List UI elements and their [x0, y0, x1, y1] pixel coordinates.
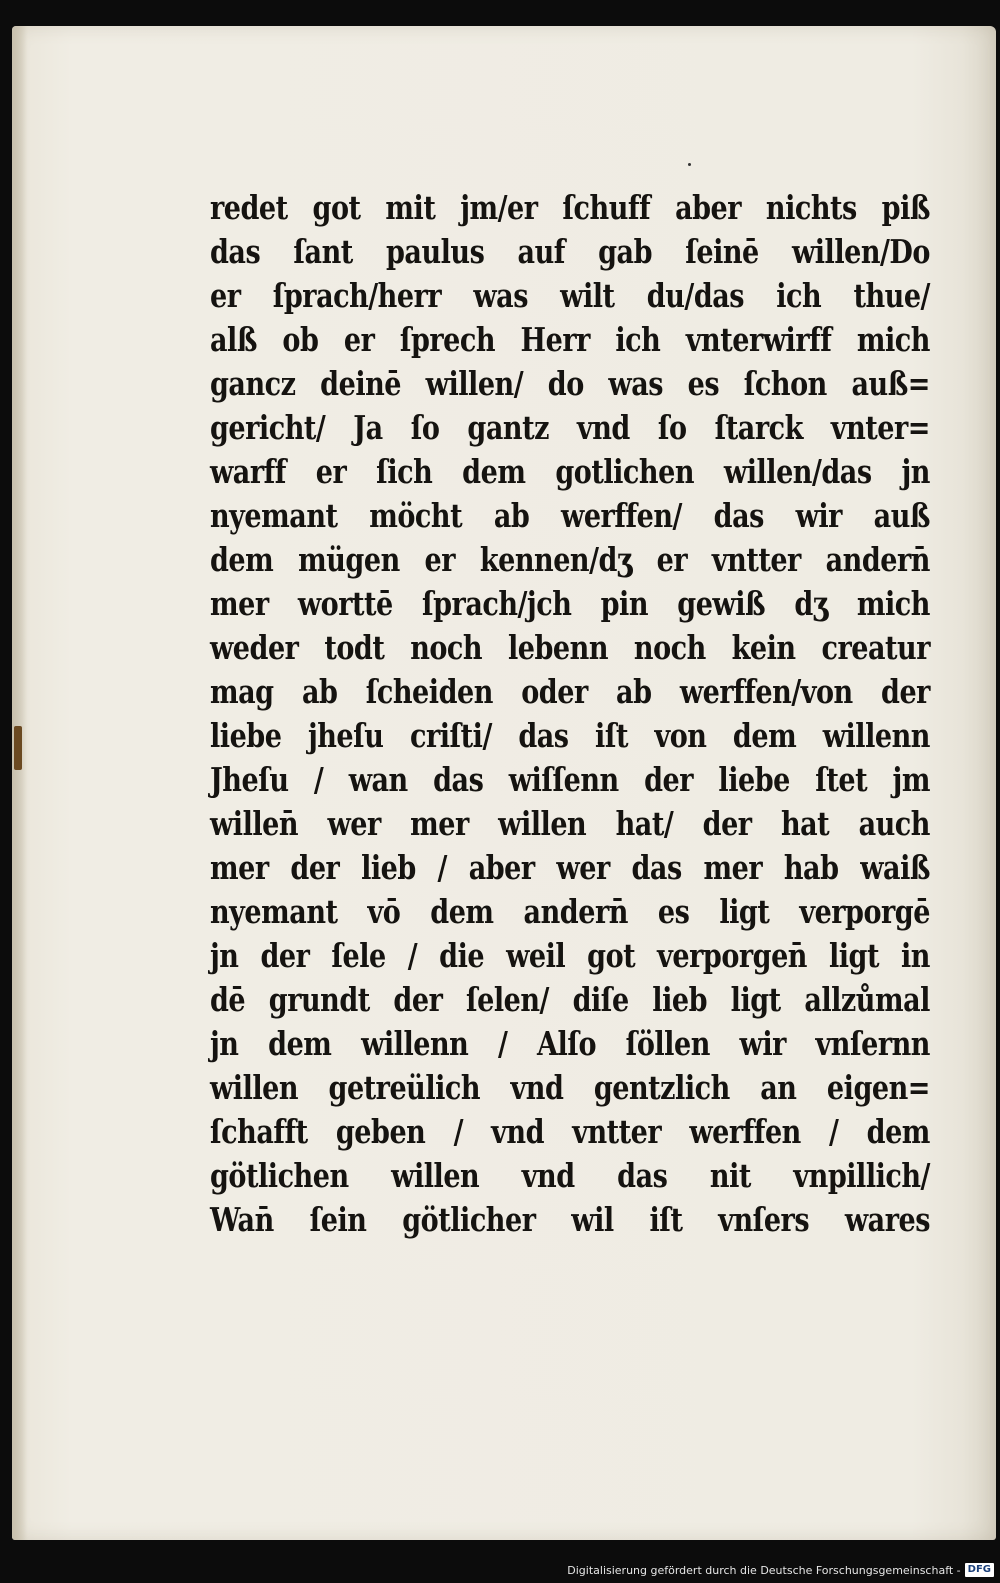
page-binding-edge — [12, 26, 28, 1540]
text-line: mag ab ſcheiden oder ab werffen/von der — [210, 672, 930, 711]
text-line: er ſprach/herr was wilt du/das ich thue/ — [210, 276, 930, 315]
text-line: willen̄ wer mer willen hat/ der hat auch — [210, 804, 930, 843]
text-line: nyemant möcht ab werffen/ das wir auß — [210, 496, 930, 535]
text-line: weder todt noch lebenn noch kein creatur — [210, 628, 930, 667]
text-line: Wan̄ ſein götlicher wil iſt vnſers wares — [210, 1200, 930, 1239]
text-line: mer worttē ſprach/jch pin gewiß dʒ mich — [210, 584, 930, 623]
text-line: jn der ſele / die weil got verporgen̄ ligt in — [210, 936, 930, 975]
text-line: Jheſu / wan das wiſſenn der liebe ſtet jm — [210, 760, 930, 799]
text-line: nyemant vō dem andern̄ es ligt verporgē — [210, 892, 930, 931]
text-line: ſchafft geben / vnd vntter werffen / dem — [210, 1112, 930, 1151]
text-line: gericht/ Ja ſo gantz vnd ſo ſtarck vnter= — [210, 408, 930, 447]
text-line: das ſant paulus auf gab ſeinē willen/Do — [210, 232, 930, 271]
page-tab-marker — [14, 726, 22, 770]
text-line: redet got mit jm/er ſchuff aber nichts piß — [210, 188, 930, 227]
text-line: mer der lieb / aber wer das mer hab waiß — [210, 848, 930, 887]
text-line: liebe jheſu criſti/ das iſt von dem willenn — [210, 716, 930, 755]
page-text-block — [210, 186, 930, 1242]
text-line: warff er ſich dem gotlichen willen/das jn — [210, 452, 930, 491]
ink-speck — [688, 163, 691, 166]
text-line: gancz deinē willen/ do was es ſchon auß= — [210, 364, 930, 403]
digitization-credit-bar — [567, 1561, 994, 1579]
funding-credit-text: Digitalisierung gefördert durch die Deutsche Forschungsgemeinschaft - — [567, 1563, 961, 1577]
text-line: jn dem willenn / Alſo ſöllen wir vnſernn — [210, 1024, 930, 1063]
text-line: willen getreülich vnd gentzlich an eigen= — [210, 1068, 930, 1107]
text-line: götlichen willen vnd das nit vnpillich/ — [210, 1156, 930, 1195]
book-page — [12, 26, 996, 1540]
dfg-logo: DFG — [965, 1563, 994, 1577]
text-line: dem mügen er kennen/dʒ er vntter andern̄ — [210, 540, 930, 579]
text-line: alß ob er ſprech Herr ich vnterwirff mich — [210, 320, 930, 359]
text-line: dē grundt der ſelen/ diſe lieb ligt allzůmal — [210, 980, 930, 1019]
